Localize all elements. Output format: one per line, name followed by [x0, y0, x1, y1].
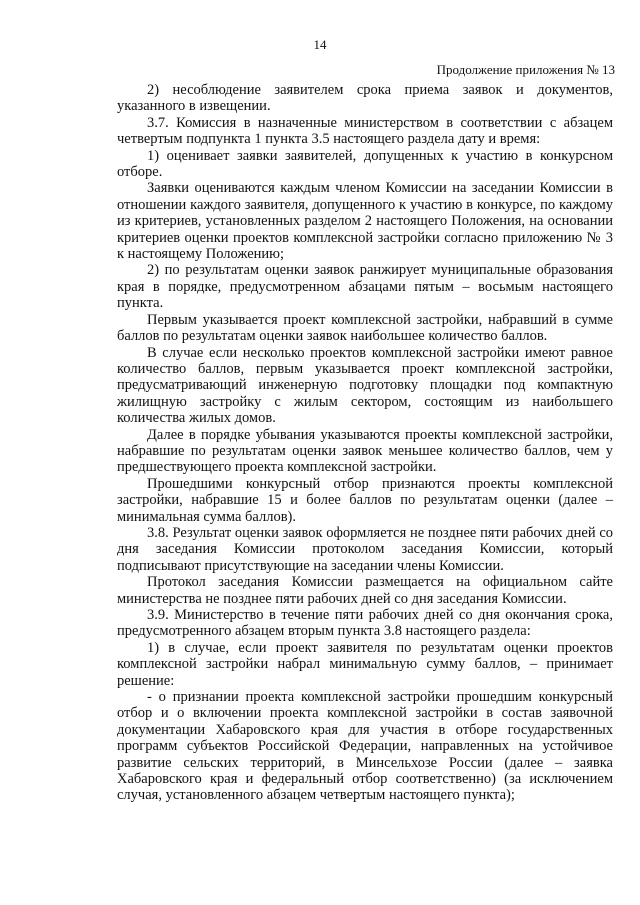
page-number: 14 — [313, 37, 327, 52]
paragraph: Далее в порядке убывания указываются проекты комплексной застройки, набравшие по результатам оценки заявок меньшее количество баллов, чем у предшествующего проекта комплексной застройки. — [117, 426, 613, 476]
paragraph: В случае если несколько проектов комплексной застройки имеют равное количество баллов, первым указывается проект комплексной застройки, предусматривающий инженерную подготовку площадки под компактную жилищную застройку с жилым сектором, состоящим из наибольшего количества жилых домов. — [117, 344, 613, 427]
paragraph: Протокол заседания Комиссии размещается на официальном сайте министерства не позднее пяти рабочих дней со дня заседания Комиссии. — [117, 574, 613, 607]
document-body — [117, 82, 613, 804]
paragraph: Первым указывается проект комплексной застройки, набравший в сумме баллов по результатам оценки заявок наибольшее количество баллов. — [117, 311, 613, 345]
paragraph: 3.9. Министерство в течение пяти рабочих дней со дня окончания срока, предусмотренного абзацем вторым пункта 3.8 настоящего раздела: — [117, 607, 613, 640]
paragraph: - о признании проекта комплексной застройки прошедшим конкурсный отбор и о включении проекта комплексной застройки в состав заявочной документации Хабаровского края для участия в отборе государственных программ субъектов Российской Федерации, направленных на устойчивое развитие сельских территорий, в Минсельхозе России (далее – заявка Хабаровского края и федеральный отбор соответственно) (за исключением случая, установленного абзацем четвертым настоящего пункта); — [117, 689, 613, 804]
paragraph: 1) оценивает заявки заявителей, допущенных к участию в конкурсном отборе. — [117, 147, 613, 181]
paragraph: Заявки оцениваются каждым членом Комиссии на заседании Комиссии в отношении каждого заявителя, допущенного к участию в конкурсе, по каждому из критериев, установленных разделом 2 настоящего Положения, на основании критериев оценки проектов комплексной застройки согласно приложению № 3 к настоящему Положению; — [117, 180, 613, 263]
paragraph: Прошедшими конкурсный отбор признаются проекты комплексной застройки, набравшие 15 и более баллов по результатам оценки (далее – минимальная сумма баллов). — [117, 475, 613, 525]
paragraph: 3.8. Результат оценки заявок оформляется не позднее пяти рабочих дней со дня заседания Комиссии протоколом заседания Комиссии, который подписывают присутствующие на заседании члены Комиссии. — [117, 524, 613, 574]
paragraph: 3.7. Комиссия в назначенные министерством в соответствии с абзацем четвертым подпункта 1 пункта 3.5 настоящего раздела дату и время: — [117, 114, 613, 148]
paragraph: 2) по результатам оценки заявок ранжирует муниципальные образования края в порядке, предусмотренном абзацами пятым – восьмым настоящего пункта. — [117, 262, 613, 312]
paragraph: 2) несоблюдение заявителем срока приема заявок и документов, указанного в извещении. — [117, 82, 613, 115]
paragraph: 1) в случае, если проект заявителя по результатам оценки проектов комплексной застройки набрал минимальную сумму баллов, – принимает решение: — [117, 639, 613, 689]
appendix-continuation-note: Продолжение приложения № 13 — [436, 62, 615, 77]
